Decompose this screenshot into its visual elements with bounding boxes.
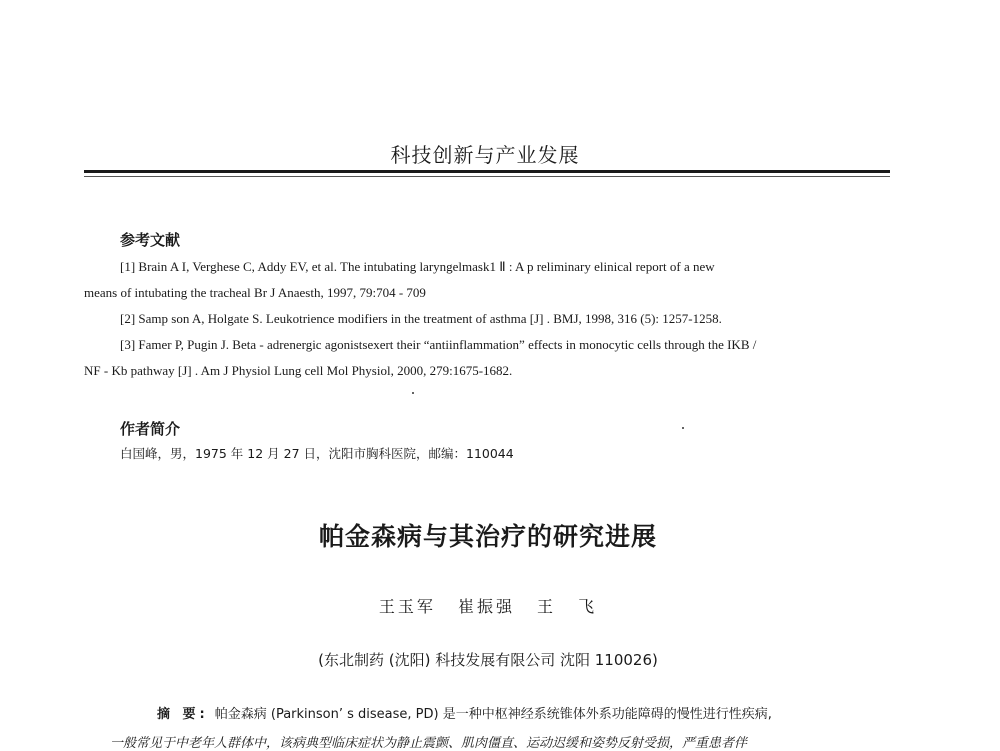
scan-speck [412, 392, 414, 394]
scan-speck [682, 427, 684, 429]
running-header-title: 科技创新与产业发展 [390, 143, 580, 167]
abstract-text: 帕金森病 (Parkinson’ s disease, PD) 是一种中枢神经系统锥体外系功能障碍的慢性进行性疾病, [214, 707, 772, 722]
abstract-cutoff-line: 一般常见于中老年人群体中，该病典型临床症状为静止震颤、肌肉僵直、运动迟缓和姿势反射受损，严重患者伴 [110, 736, 748, 751]
reference-1-line-1: [1] Brain A I, Verghese C, Addy EV, et al. The intubating laryngelmask1 Ⅱ : A p reliminary elinical report of a new [120, 259, 715, 274]
abstract-label: 摘 要: [157, 707, 209, 722]
reference-1-line-2: means of intubating the tracheal Br J Anaesth, 1997, 79:704 - 709 [84, 285, 426, 300]
header-rule-thin [84, 176, 890, 177]
header-rule-thick [84, 170, 890, 173]
reference-3-line-2: NF - Kb pathway [J] . Am J Physiol Lung cell Mol Physiol, 2000, 279:1675-1682. [84, 363, 513, 378]
article-authors: 王玉军 崔振强 王 飞 [378, 597, 598, 616]
article-title: 帕金森病与其治疗的研究进展 [318, 522, 657, 551]
author-bio-text: 白国峰，男，1975 年 12 月 27 日，沈阳市胸科医院，邮编：110044 [120, 446, 514, 461]
reference-2: [2] Samp son A, Holgate S. Leukotrience modifiers in the treatment of asthma [J] . BMJ, 1998, 316 (5): 1257-1258. [120, 311, 722, 326]
abstract-first-line [157, 703, 772, 722]
references-heading: 参考文献 [120, 231, 181, 249]
author-bio-heading: 作者简介 [120, 420, 181, 438]
article-affiliation: (东北制药 (沈阳) 科技发展有限公司 沈阳 110026) [318, 651, 658, 669]
reference-3-line-1: [3] Famer P, Pugin J. Beta - adrenergic agonistsexert their “antiinflammation” effects in monocytic cells through the IKB / [120, 337, 757, 352]
